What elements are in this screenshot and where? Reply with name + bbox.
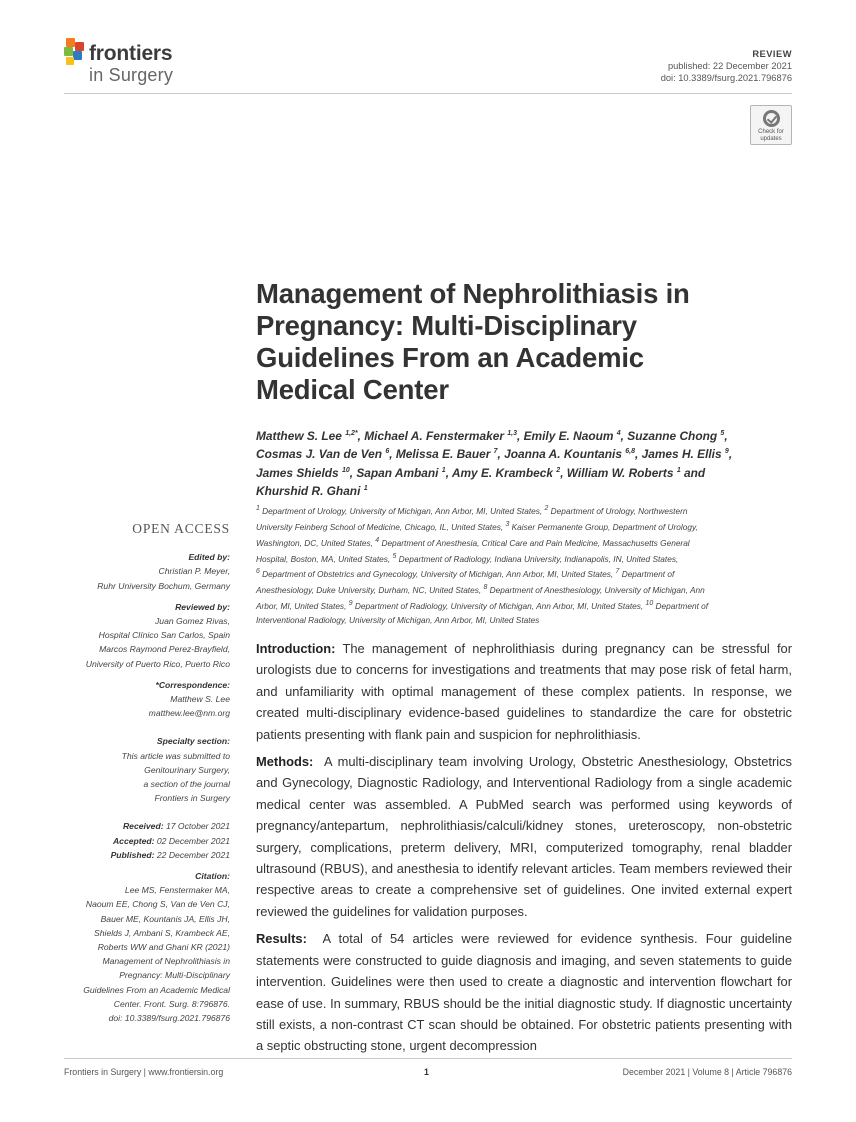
specialty-label: Specialty section:: [156, 736, 230, 747]
article-title: [256, 278, 796, 406]
reviewer-name[interactable]: Marcos Raymond Perez-Brayfield,: [99, 644, 230, 655]
specialty-line: Frontiers in Surgery: [154, 793, 230, 804]
methods-text: A multi-disciplinary team involving Urology, Obstetric Anesthesiology, Obstetrics and Gynecology, Diagnostic Radiology, and Interventional Radiology from a single academic medical center was assembled. A PubMed search was performed using keywords of pregnancy/antepartum, nephrolithiasis/calculi/kidney stones, ureteroscopy, non-obstetric surgery, complications, preterm delivery, MRI, computerized tomography, renal bladder ultrasound (RBUS), and anesthesia to identify relevant articles. Team members reviewed their respective areas to create a comprehensive set of guidelines. One invited external expert reviewed the guidelines for validation purposes.: [256, 754, 796, 919]
correspondence-label: *Correspondence:: [155, 679, 230, 690]
reviewed-by-section: [44, 600, 230, 671]
author-list: Matthew S. Lee $^{1,2*}$, Michael A. Fenstermaker $^{1,3}$, Emily E. Naoum $^4$, Suzanne Chong $^5$, Cosmas J. Van de Ven $^6$, Melissa E. Bauer $^7$, Joanna A. Kountanis $^{6,8}$, James H. Ellis $^9$, James Shields $^{10}$, Sapan Ambani $^1$, Amy E. Krambeck $^2$, William W. Roberts $^1$ and Khurshid R. Ghani $^1$: [256, 428, 733, 499]
abstract-introduction: [256, 638, 792, 745]
logo-wordmark: frontiers: [89, 42, 173, 65]
received-label: Received:: [122, 821, 164, 832]
citation-text: Lee MS, Fenstermaker MA, Naoum EE, Chong S, Van de Ven CJ, Bauer ME, Kountanis JA, Ellis JH, Shields J, Ambani S, Krambeck AE, Roberts WW and Ghani KR (2021) Management of Nephrolithiasis in Pregnancy: Multi-Disciplinary Guidelines From an Academic Medical Center. Front. Surg. 8:796876. doi: 10.3389/fsurg.2021.796876: [83, 885, 230, 1024]
abstract-methods: [256, 751, 796, 922]
correspondence-name: Matthew S. Lee: [170, 694, 230, 705]
title-line: Medical Center: [256, 374, 449, 405]
introduction-text: The management of nephrolithiasis during pregnancy can be stressful for urologists due to concerns for investigations and treatments that may pose risk of fetal harm, and unfamiliarity with optimal management of these complex patients. In response, we created multi-disciplinary evidence-based guidelines to standardize the care for obstetric patients presenting with flank pain and suspicion for nephrolithiasis.: [256, 641, 792, 742]
results-label: Results:: [256, 931, 307, 947]
correspondence-section: [44, 678, 230, 721]
correspondence-email[interactable]: matthew.lee@nm.org: [148, 708, 230, 719]
accepted-label: Accepted:: [112, 835, 155, 846]
logo-journal-name: in Surgery: [89, 65, 174, 85]
article-meta-header: [661, 48, 792, 84]
published-label: Published:: [110, 849, 155, 860]
abstract: [256, 638, 796, 1063]
specialty-line: This article was submitted to: [121, 750, 230, 761]
dates-section: [44, 819, 230, 862]
published-date: published: 22 December 2021: [667, 61, 792, 71]
specialty-line: a section of the journal: [143, 779, 230, 790]
received-date: [44, 819, 230, 833]
specialty-line: Genitourinary Surgery,: [144, 764, 230, 775]
title-line: Pregnancy: Multi-Disciplinary: [256, 310, 637, 341]
title-line: Management of Nephrolithiasis in: [256, 278, 690, 309]
doi-link[interactable]: doi: 10.3389/fsurg.2021.796876: [660, 73, 792, 83]
editor-name[interactable]: Christian P. Meyer,: [158, 566, 230, 577]
reviewer-affiliation: Hospital Clínico San Carlos, Spain: [98, 630, 230, 641]
accepted-value: 02 December 2021: [156, 835, 230, 846]
check-for-updates-button[interactable]: [750, 105, 792, 145]
title-line: Guidelines From an Academic: [256, 342, 644, 373]
footer-divider: [64, 1058, 792, 1059]
accepted-date: [44, 834, 230, 848]
footer-issue-info: December 2021 | Volume 8 | Article 796876: [622, 1067, 792, 1077]
abstract-results: [256, 928, 796, 1056]
introduction-label: Introduction:: [256, 641, 336, 656]
header-divider: [64, 93, 792, 94]
footer-journal-link[interactable]: Frontiers in Surgery | www.frontiersin.org: [64, 1067, 224, 1077]
edited-by-label: Edited by:: [188, 552, 230, 563]
reviewed-by-label: Reviewed by:: [175, 601, 230, 612]
affiliations: $^1$ Department of Urology, University of Michigan, Ann Arbor, MI, United States, $^2$ Department of Urology, Northwestern University Feinberg School of Medicine, Chicago, IL, United States, $^3$ Kaiser Permanente Group, Department of Urology, Washington, DC, United States, $^4$ Department of Anesthesia, Critical Care and Pain Medicine, Massachusetts General Hospital, Boston, MA, United States, $^5$ Department of Radiology, Indiana University, Indianapolis, IN, United States, $^6$ Department of Obstetrics and Gynecology, University of Michigan, Ann Arbor, MI, United States, $^7$ Department of Anesthesiology, Duke University, Durham, NC, United States, $^8$ Department of Anesthesiology, University of Michigan, Ann Arbor, MI, United States, $^9$ Department of Radiology, University of Michigan, Ann Arbor, MI, United States, $^{10}$ Department of Interventional Radiology, University of Michigan, Ann Arbor, MI, United States: [256, 505, 709, 626]
methods-label: Methods:: [256, 754, 314, 770]
reviewer-name[interactable]: Juan Gomez Rivas,: [155, 616, 230, 627]
check-updates-icon: [763, 110, 780, 127]
specialty-section: [44, 734, 230, 805]
results-text: A total of 54 articles were reviewed for evidence synthesis. Four guideline statements were constructed to guide diagnosis and imaging, and seven statements to guide intervention. Guidelines were then used to create a diagnostic and intervention flowchart for ease of use. In summary, RBUS should be the initial diagnostic study. If diagnostic uncertainty still exists, a non-contrast CT scan should be obtained. For obstetric patients presenting with a septic obstructing stone, urgent decompression: [256, 931, 796, 1054]
edited-by-section: [44, 550, 230, 593]
frontiers-logo-icon: [62, 36, 90, 70]
published-value: 22 December 2021: [156, 849, 230, 860]
received-value: 17 October 2021: [165, 821, 230, 832]
published-date-sidebar: [44, 848, 230, 862]
citation-section: [44, 869, 230, 1025]
check-updates-label: Check for updates: [758, 129, 784, 142]
page-number: 1: [424, 1067, 429, 1077]
journal-logo: [62, 36, 212, 88]
open-access-label: OPEN ACCESS: [132, 521, 230, 536]
editor-affiliation: Ruhr University Bochum, Germany: [97, 580, 230, 591]
article-info-sidebar: [44, 522, 230, 1032]
reviewer-affiliation: University of Puerto Rico, Puerto Rico: [85, 658, 230, 669]
article-type: REVIEW: [752, 49, 792, 59]
citation-label: Citation:: [195, 871, 230, 882]
